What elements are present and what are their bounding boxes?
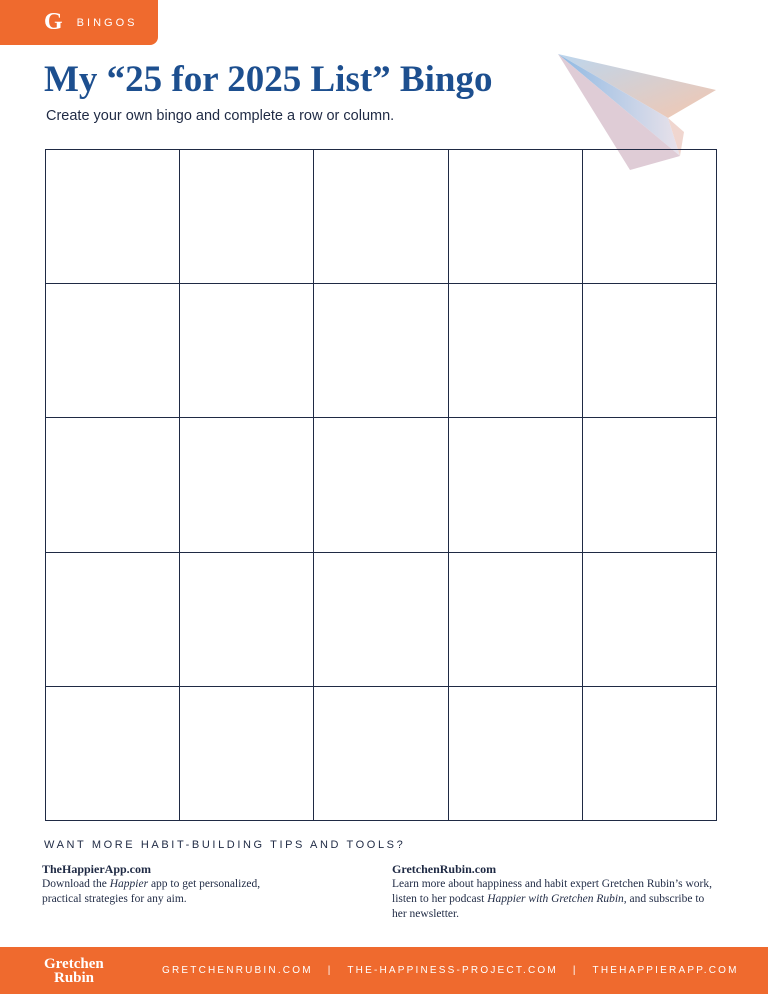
page-subtitle: Create your own bingo and complete a row or column.: [46, 108, 395, 124]
footer-separator: |: [327, 965, 333, 976]
bingo-cell[interactable]: [46, 418, 180, 552]
happier-app-link[interactable]: TheHappierApp.com: [42, 862, 152, 876]
section-label: BINGOS: [76, 16, 138, 29]
bingo-cell[interactable]: [46, 553, 180, 687]
bingo-cell[interactable]: [180, 418, 314, 552]
footer-logo: Gretchen Rubin: [44, 956, 104, 986]
gretchen-rubin-link[interactable]: GretchenRubin.com: [392, 862, 497, 876]
bingo-cell[interactable]: [449, 553, 583, 687]
happier-app-block: [42, 862, 292, 907]
bingo-cell[interactable]: [449, 418, 583, 552]
header-tab: [0, 0, 158, 45]
bingo-cell[interactable]: [583, 553, 717, 687]
bingo-cell[interactable]: [314, 150, 448, 284]
bingo-cell[interactable]: [449, 284, 583, 418]
footer-link-gretchenrubin[interactable]: GRETCHENRUBIN.COM: [162, 965, 313, 976]
bingo-cell[interactable]: [180, 284, 314, 418]
footer-links: [162, 965, 739, 976]
bingo-cell[interactable]: [180, 553, 314, 687]
bingo-cell[interactable]: [180, 150, 314, 284]
bingo-cell[interactable]: [314, 553, 448, 687]
bingo-cell[interactable]: [583, 687, 717, 821]
bingo-cell[interactable]: [449, 687, 583, 821]
footer-bar: [0, 947, 768, 994]
bingo-cell[interactable]: [583, 284, 717, 418]
brand-logo: G: [44, 9, 63, 35]
bingo-cell[interactable]: [314, 687, 448, 821]
gretchen-rubin-description: Learn more about happiness and habit expert Gretchen Rubin’s work, listen to her podcast Happier with Gretchen Rubin, and subscribe to her newsletter.: [392, 878, 712, 920]
bingo-cell[interactable]: [314, 284, 448, 418]
gretchen-rubin-block: [392, 862, 712, 922]
bingo-cell[interactable]: [583, 150, 717, 284]
bingo-cell[interactable]: [46, 687, 180, 821]
footer-link-happier-app[interactable]: THEHAPPIERAPP.COM: [592, 965, 739, 976]
footer-link-happiness-project[interactable]: THE-HAPPINESS-PROJECT.COM: [347, 965, 558, 976]
page-title: My “25 for 2025 List” Bingo: [44, 59, 493, 100]
bingo-cell[interactable]: [46, 284, 180, 418]
bingo-cell[interactable]: [583, 418, 717, 552]
bingo-cell[interactable]: [314, 418, 448, 552]
bingo-cell[interactable]: [46, 150, 180, 284]
happier-app-description: Download the Happier app to get personalized, practical strategies for any aim.: [42, 878, 261, 905]
tips-heading: WANT MORE HABIT-BUILDING TIPS AND TOOLS?: [44, 839, 406, 851]
bingo-grid: [45, 149, 717, 821]
bingo-cell[interactable]: [180, 687, 314, 821]
bingo-cell[interactable]: [449, 150, 583, 284]
footer-separator: |: [572, 965, 578, 976]
